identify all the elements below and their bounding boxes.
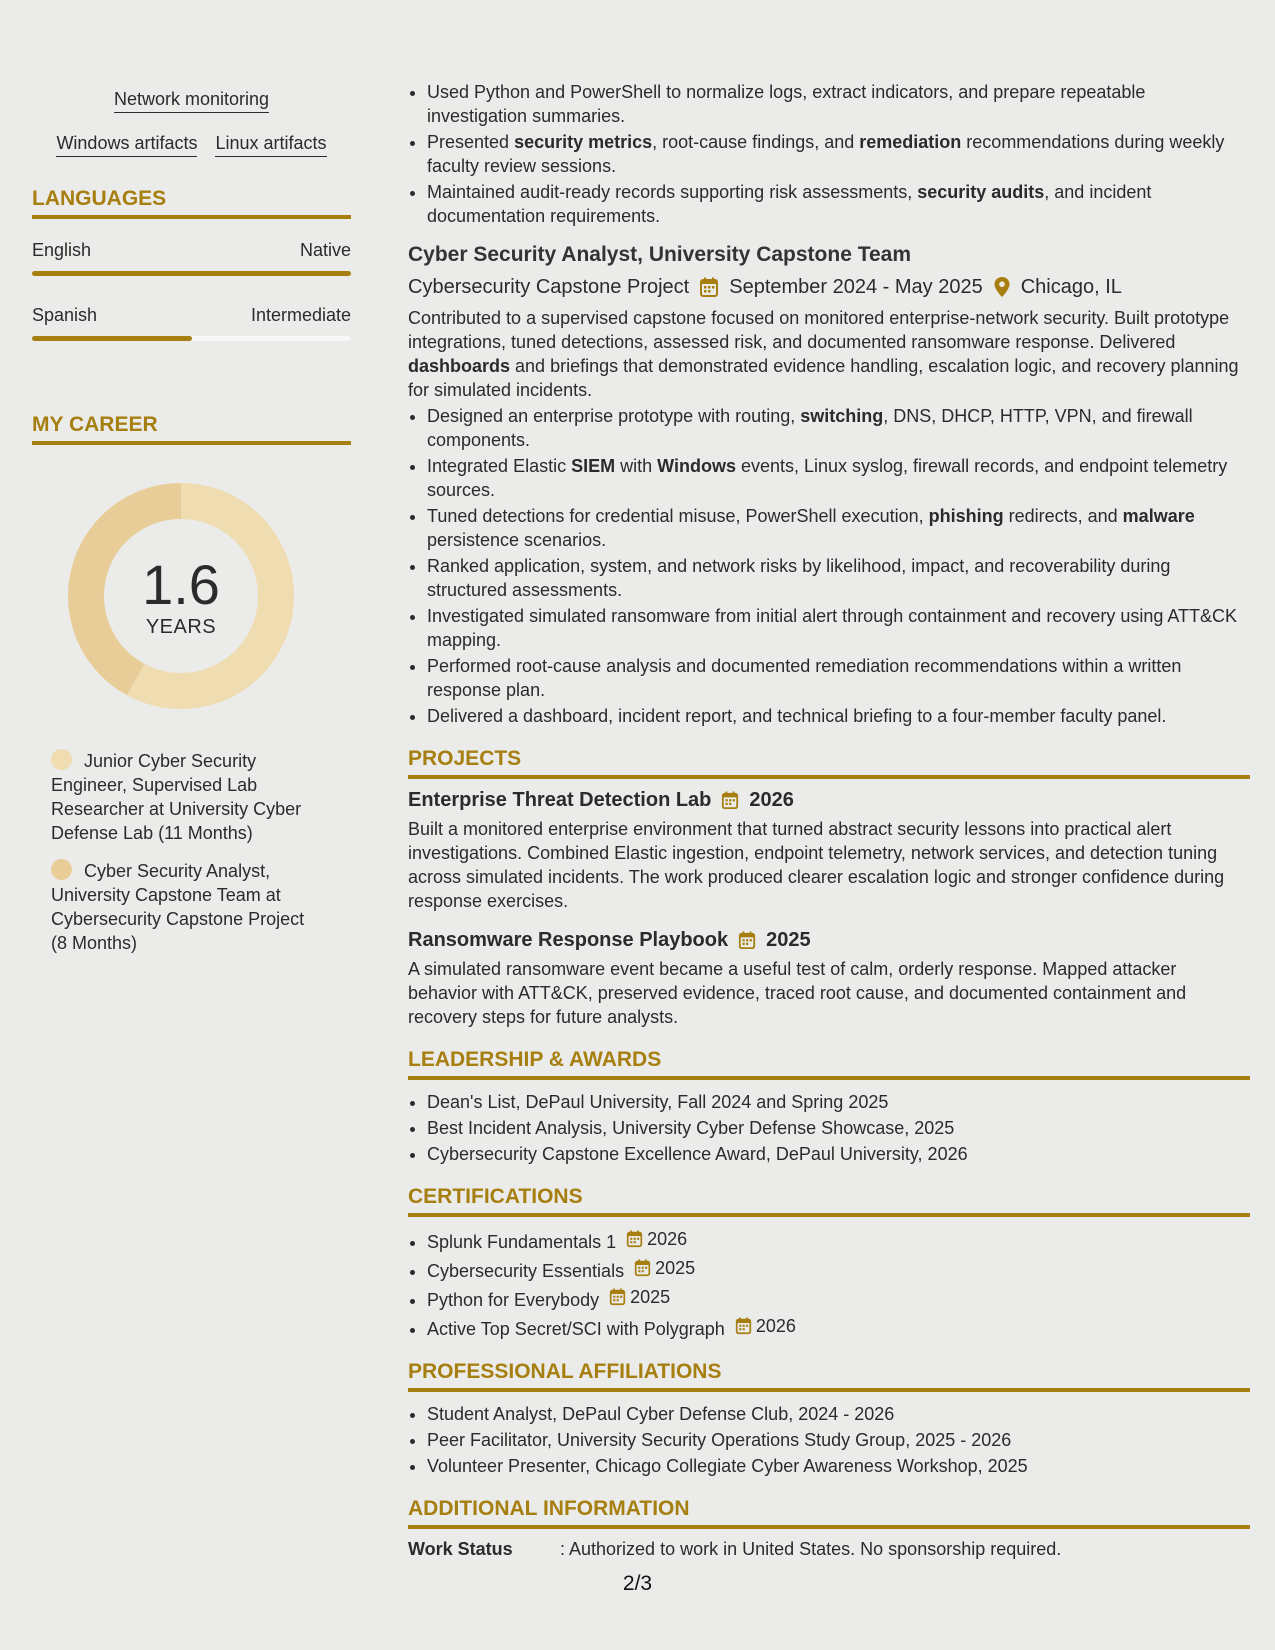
project-year: 2026 xyxy=(749,789,794,811)
calendar-icon xyxy=(626,1230,643,1248)
career-total: 1.6 xyxy=(142,553,220,616)
bullet-item: • Performed root-cause analysis and documented remediation recommendations within a written response plan. xyxy=(427,654,1250,702)
previous-job-bullets xyxy=(408,80,1250,228)
calendar-icon xyxy=(721,791,739,810)
calendar-icon xyxy=(699,277,719,298)
affiliation-item: • Peer Facilitator, University Security Operations Study Group, 2025 - 2026 xyxy=(427,1428,1250,1452)
job-meta xyxy=(408,274,1250,300)
language-level: Native xyxy=(299,240,351,260)
award-item: • Cybersecurity Capstone Excellence Award, DePaul University, 2026 xyxy=(427,1142,1250,1166)
skill-tag: Network monitoring xyxy=(114,88,269,113)
job-title: Cyber Security Analyst, University Capstone Team xyxy=(408,243,912,266)
project-item xyxy=(408,927,1250,1029)
work-status-label: Work Status xyxy=(408,1539,513,1559)
bullet-item: • Maintained audit-ready records supporting risk assessments, security audits, and incident documentation requirements. xyxy=(427,180,1250,228)
affiliation-item: • Student Analyst, DePaul Cyber Defense Club, 2024 - 2026 xyxy=(427,1402,1250,1426)
project-description: Built a monitored enterprise environment that turned abstract security lessons into practical alert investigations. Combined Elastic ingestion, endpoint telemetry, network services, and detection tuning across simulated incidents. The work produced clearer escalation logic and stronger confidence during response exercises. xyxy=(408,819,1225,911)
language-bar-fill xyxy=(32,336,192,341)
job-summary: Contributed to a supervised capstone focused on monitored enterprise-network security. Built prototype integrations, tuned detections, assessed risk, and documented ransomware response. Delivered dashboards and briefings that demonstrated evidence handling, escalation logic, and recovery planning for simulated incidents. xyxy=(408,308,1239,400)
legend-label: Cyber Security Analyst, University Capstone Team at Cybersecurity Capstone Project (8 Months) xyxy=(51,861,305,953)
bullet-item: • Investigated simulated ransomware from initial alert through containment and recovery using ATT&CK mapping. xyxy=(427,604,1250,652)
language-bar-fill xyxy=(32,271,351,276)
legend-dot xyxy=(51,859,72,880)
affiliations-heading: PROFESSIONAL AFFILIATIONS xyxy=(408,1359,1250,1392)
bullet-item: • Delivered a dashboard, incident report, and technical briefing to a four-member faculty panel. xyxy=(427,704,1250,728)
bullet-item: • Ranked application, system, and network risks by likelihood, impact, and recoverability during structured assessments. xyxy=(427,554,1250,602)
project-title: Ransomware Response Playbook xyxy=(408,929,729,951)
certification-name: Splunk Fundamentals 1 xyxy=(427,1232,617,1252)
bullet-item: • Tuned detections for credential misuse, PowerShell execution, phishing redirects, and malware persistence scenarios. xyxy=(427,504,1250,552)
affiliations-list xyxy=(408,1402,1250,1478)
work-status-value: : Authorized to work in United States. No sponsorship required. xyxy=(560,1539,1062,1559)
certification-item xyxy=(427,1227,1250,1254)
bullet-item: • Designed an enterprise prototype with routing, switching, DNS, DHCP, HTTP, VPN, and firewall components. xyxy=(427,404,1250,452)
bullet-item: • Integrated Elastic SIEM with Windows events, Linux syslog, firewall records, and endpoint telemetry sources. xyxy=(427,454,1250,502)
certification-item xyxy=(427,1256,1250,1283)
job-dates: September 2024 - May 2025 xyxy=(729,276,983,298)
calendar-icon xyxy=(735,1317,752,1335)
skills-section xyxy=(32,0,351,157)
legend-dot xyxy=(51,749,72,770)
legend-label: Junior Cyber Security Engineer, Supervised Lab Researcher at University Cyber Defense Lab (11 Months) xyxy=(51,751,302,843)
language-name: English xyxy=(32,240,92,260)
career-section xyxy=(32,413,351,955)
legend-item xyxy=(51,859,321,955)
certification-item xyxy=(427,1314,1250,1341)
career-heading: MY CAREER xyxy=(32,413,351,445)
bullet-item: • Used Python and PowerShell to normalize logs, extract indicators, and prepare repeatable investigation summaries. xyxy=(427,80,1250,128)
skill-tag: Linux artifacts xyxy=(215,132,326,157)
page-number: 2/3 xyxy=(622,1572,653,1595)
additional-heading: ADDITIONAL INFORMATION xyxy=(408,1496,1250,1529)
certification-year: 2025 xyxy=(609,1285,670,1309)
calendar-icon xyxy=(634,1259,651,1277)
language-bar xyxy=(32,336,351,341)
career-legend xyxy=(51,749,321,955)
certifications-list xyxy=(408,1227,1250,1341)
location-pin-icon xyxy=(993,276,1011,298)
language-name: Spanish xyxy=(32,305,98,325)
project-description: A simulated ransomware event became a useful test of calm, orderly response. Mapped attacker behavior with ATT&CK, preserved evidence, traced root cause, and documented containment and recovery steps for future analysts. xyxy=(408,959,1187,1027)
legend-item xyxy=(51,749,321,845)
project-title: Enterprise Threat Detection Lab xyxy=(408,789,712,811)
language-bar xyxy=(32,271,351,276)
certification-name: Python for Everybody xyxy=(427,1290,600,1310)
certification-year: 2026 xyxy=(735,1314,796,1338)
certification-name: Active Top Secret/SCI with Polygraph xyxy=(427,1319,725,1339)
awards-heading: LEADERSHIP & AWARDS xyxy=(408,1047,1250,1080)
calendar-icon xyxy=(738,931,756,950)
sidebar xyxy=(32,0,351,969)
certification-year: 2026 xyxy=(626,1227,687,1251)
affiliation-item: • Volunteer Presenter, Chicago Collegiate Cyber Awareness Workshop, 2025 xyxy=(427,1454,1250,1478)
project-item xyxy=(408,787,1250,913)
skill-tag: Windows artifacts xyxy=(56,132,197,157)
work-status xyxy=(408,1537,1250,1561)
awards-list xyxy=(408,1090,1250,1166)
certification-year: 2025 xyxy=(634,1256,695,1280)
languages-section xyxy=(32,187,351,341)
job-org: Cybersecurity Capstone Project xyxy=(408,276,690,298)
award-item: • Best Incident Analysis, University Cyber Defense Showcase, 2025 xyxy=(427,1116,1250,1140)
career-unit: YEARS xyxy=(145,616,217,638)
certification-item xyxy=(427,1285,1250,1312)
projects-heading: PROJECTS xyxy=(408,746,1250,779)
language-level: Intermediate xyxy=(250,305,351,325)
languages-heading: LANGUAGES xyxy=(32,187,351,219)
certifications-heading: CERTIFICATIONS xyxy=(408,1184,1250,1217)
certification-name: Cybersecurity Essentials xyxy=(427,1261,625,1281)
job-location: Chicago, IL xyxy=(1020,276,1122,298)
calendar-icon xyxy=(609,1288,626,1306)
main-content xyxy=(408,0,1250,1561)
career-donut xyxy=(66,481,296,711)
project-year: 2025 xyxy=(766,929,811,951)
bullet-item: • Presented security metrics, root-cause findings, and remediation recommendations during weekly faculty review sessions. xyxy=(427,130,1250,178)
job-bullets xyxy=(408,404,1250,728)
award-item: • Dean's List, DePaul University, Fall 2024 and Spring 2025 xyxy=(427,1090,1250,1114)
